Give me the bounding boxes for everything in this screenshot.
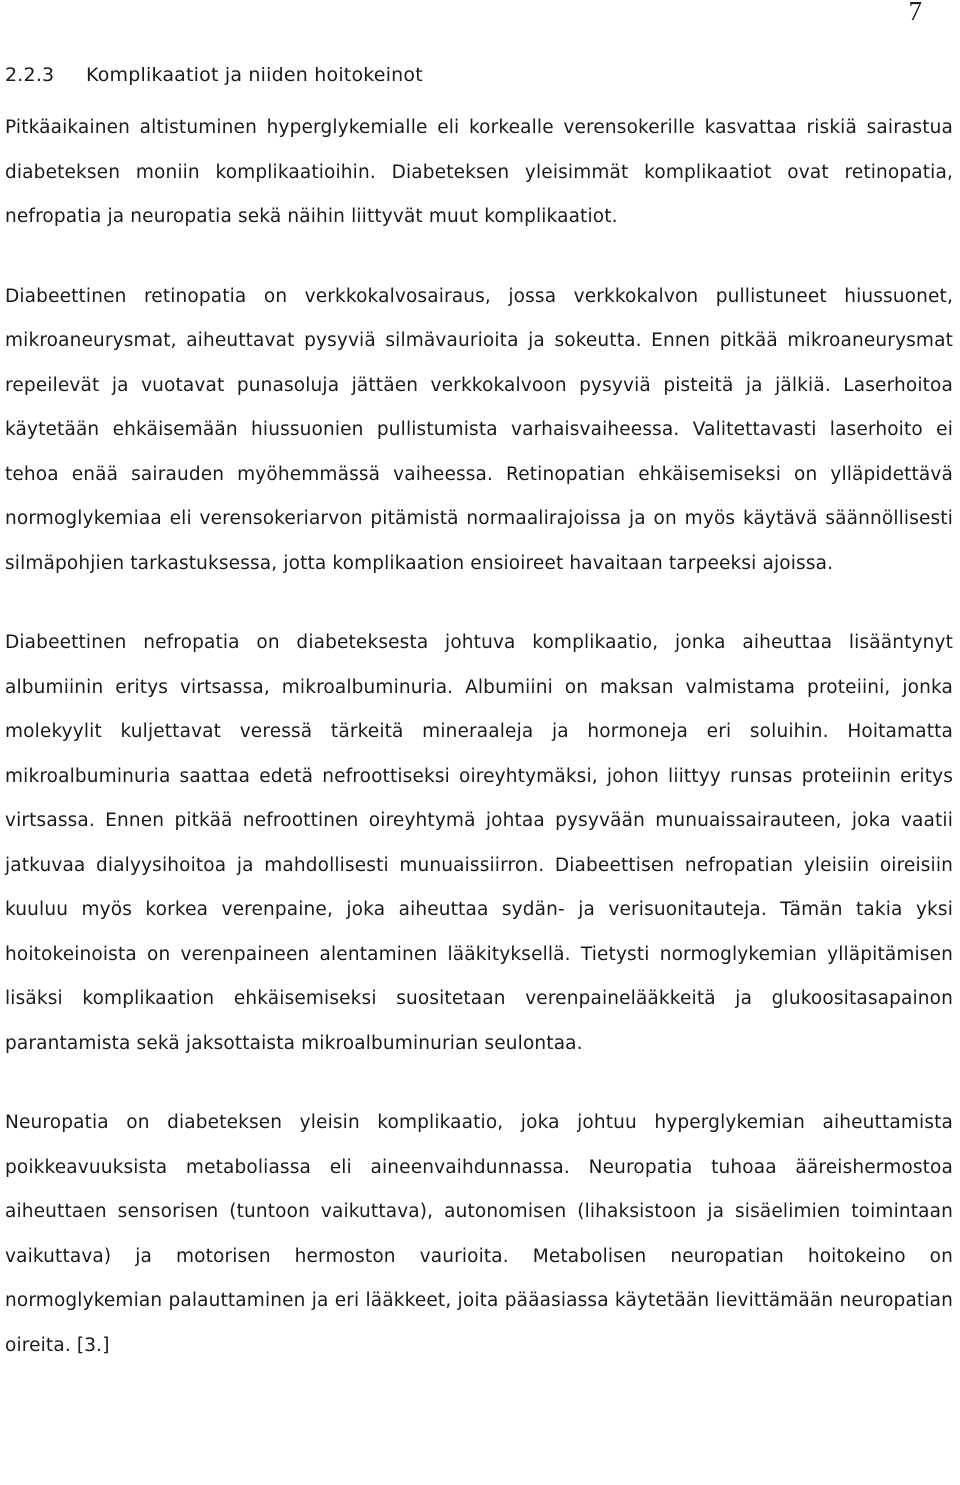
paragraph-retinopathy: Diabeettinen retinopatia on verkkokalvosairaus, jossa verkkokalvon pullistuneet hiussuonet, mikroaneurysmat, aiheuttavat pysyviä silmävaurioita ja sokeutta. Ennen pitkää mikroaneurysmat repeilevät ja vuotavat punasoluja jättäen verkkokalvoon pysyviä pisteitä ja jälkiä. Laserhoitoa käytetään ehkäisemään hiussuonien pullistumista varhaisvaiheessa. Valitettavasti laserhoito ei tehoa enää sairauden myöhemmässä vaiheessa. Retinopatian ehkäisemiseksi on ylläpidettävä normoglykemiaa eli verensokeriarvon pitämistä normaalirajoissa ja on myös käytävä säännöllisesti silmäpohjien tarkastuksessa, jotta komplikaation ensioireet havaitaan tarpeeksi ajoissa. <box>5 285 953 574</box>
document-body <box>5 56 953 1403</box>
paragraph-nephropathy: Diabeettinen nefropatia on diabeteksesta johtuva komplikaatio, jonka aiheuttaa lisääntynyt albumiinin eritys virtsassa, mikroalbuminuria. Albumiini on maksan valmistama proteiini, jonka molekyylit kuljettavat veressä tärkeitä mineraaleja ja hormoneja eri soluihin. Hoitamatta mikroalbuminuria saattaa edetä nefroottiseksi oireyhtymäksi, johon liittyy runsas proteiinin eritys virtsassa. Ennen pitkää nefroottinen oireyhtymä johtaa pysyvään munuaissairauteen, joka vaatii jatkuvaa dialyysihoitoa ja mahdollisesti munuaissiirron. Diabeettisen nefropatian yleisiin oireisiin kuuluu myös korkea verenpaine, joka aiheuttaa sydän- ja verisuonitauteja. Tämän takia yksi hoitokeinoista on verenpaineen alentaminen lääkityksellä. Tietysti normoglykemian ylläpitämisen lisäksi komplikaation ehkäisemiseksi suositetaan verenpainelääkkeitä ja glukoositasapainon parantamista sekä jaksottaista mikroalbuminurian seulontaa. <box>5 632 953 1054</box>
section-heading <box>5 56 953 94</box>
paragraph-intro: Pitkäaikainen altistuminen hyperglykemialle eli korkealle verensokerille kasvattaa riskiä sairastua diabeteksen moniin komplikaatioihin. Diabeteksen yleisimmät komplikaatiot ovat retinopatia, nefropatia ja neuropatia sekä näihin liittyvät muut komplikaatiot. <box>5 117 953 227</box>
section-number: 2.2.3 <box>5 64 55 86</box>
section-title: Komplikaatiot ja niiden hoitokeinot <box>86 64 423 86</box>
paragraph-neuropathy: Neuropatia on diabeteksen yleisin komplikaatio, joka johtuu hyperglykemian aiheuttamista poikkeavuuksista metaboliassa eli aineenvaihdunnassa. Neuropatia tuhoaa ääreishermostoa aiheuttaen sensorisen (tuntoon vaikuttava), autonomisen (lihaksistoon ja sisäelimien toimintaan vaikuttava) ja motorisen hermoston vaurioita. Metabolisen neuropatian hoitokeino on normoglykemian palauttaminen ja eri lääkkeet, joita pääasiassa käytetään lievittämään neuropatian oireita. [3.] <box>5 1112 953 1356</box>
page-number: 7 <box>908 0 922 26</box>
